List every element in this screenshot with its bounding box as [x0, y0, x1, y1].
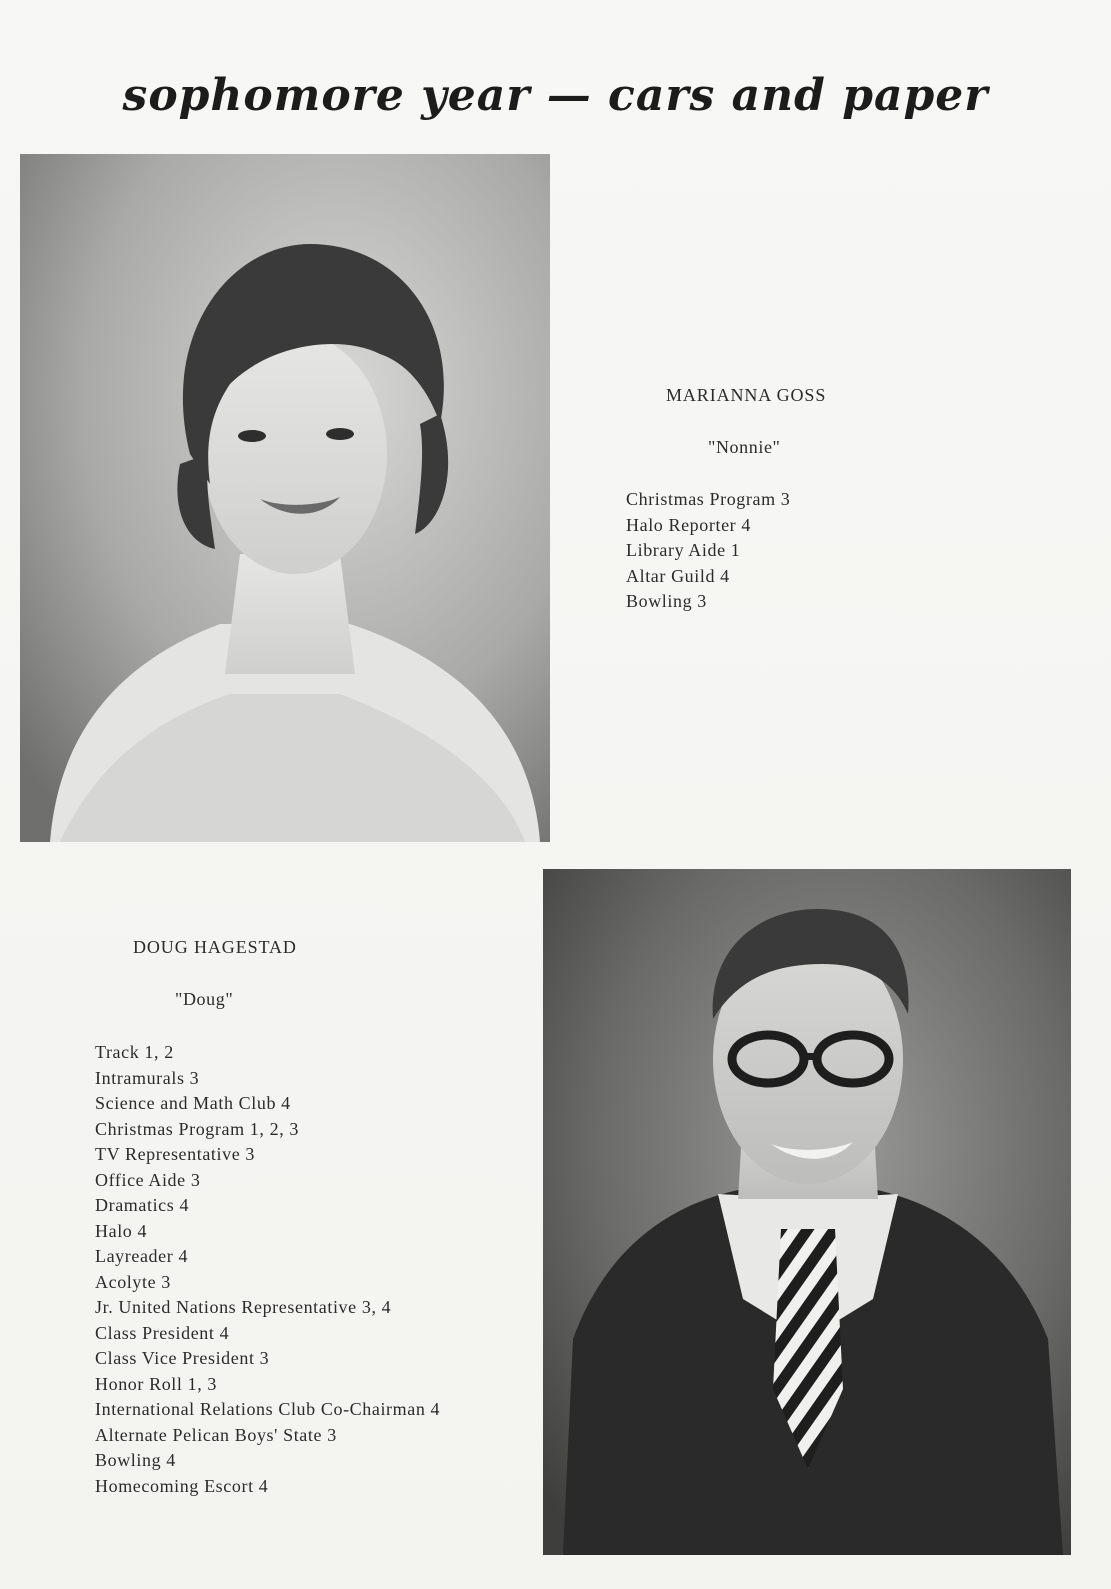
senior-nickname: "Doug" [175, 989, 234, 1009]
activity-item: Bowling 3 [626, 591, 707, 611]
activity-item: Office Aide 3 [95, 1169, 201, 1190]
activity-item: Class President 4 [95, 1322, 230, 1343]
activity-item: Bowling 4 [95, 1450, 176, 1470]
activity-item: Library Aide 1 [626, 540, 741, 560]
activity-item: Jr. United Nations Representative 3, 4 [95, 1297, 392, 1317]
activity-item: TV Representative 3 [95, 1144, 256, 1164]
activity-item: Christmas Program 1, 2, 3 [95, 1118, 299, 1139]
activity-item: Halo 4 [95, 1220, 148, 1241]
activity-list [626, 487, 790, 615]
activity-item: Homecoming Escort 4 [95, 1475, 269, 1496]
senior-name: MARIANNA GOSS [666, 385, 827, 405]
page-heading: sophomore year — cars and paper [122, 70, 989, 121]
senior-name: DOUG HAGESTAD [133, 937, 297, 957]
activity-item: Track 1, 2 [95, 1042, 174, 1062]
activity-list [95, 1040, 440, 1499]
activity-item: Class Vice President 3 [95, 1348, 270, 1368]
activity-item: Layreader 4 [95, 1246, 189, 1266]
senior-nickname: "Nonnie" [708, 437, 781, 457]
activity-item: Halo Reporter 4 [626, 514, 751, 535]
activity-item: Science and Math Club 4 [95, 1093, 291, 1113]
activity-item: Altar Guild 4 [626, 565, 730, 586]
activity-item: Intramurals 3 [95, 1067, 200, 1088]
activity-item: Alternate Pelican Boys' State 3 [95, 1424, 337, 1445]
activity-item: Acolyte 3 [95, 1271, 171, 1292]
activity-item: Honor Roll 1, 3 [95, 1373, 218, 1394]
portrait-photo-marianna-goss [20, 154, 550, 842]
activity-item: Dramatics 4 [95, 1195, 190, 1215]
activity-item: International Relations Club Co-Chairman 4 [95, 1399, 441, 1419]
portrait-photo-doug-hagestad [543, 869, 1071, 1555]
activity-item: Christmas Program 3 [626, 489, 791, 509]
